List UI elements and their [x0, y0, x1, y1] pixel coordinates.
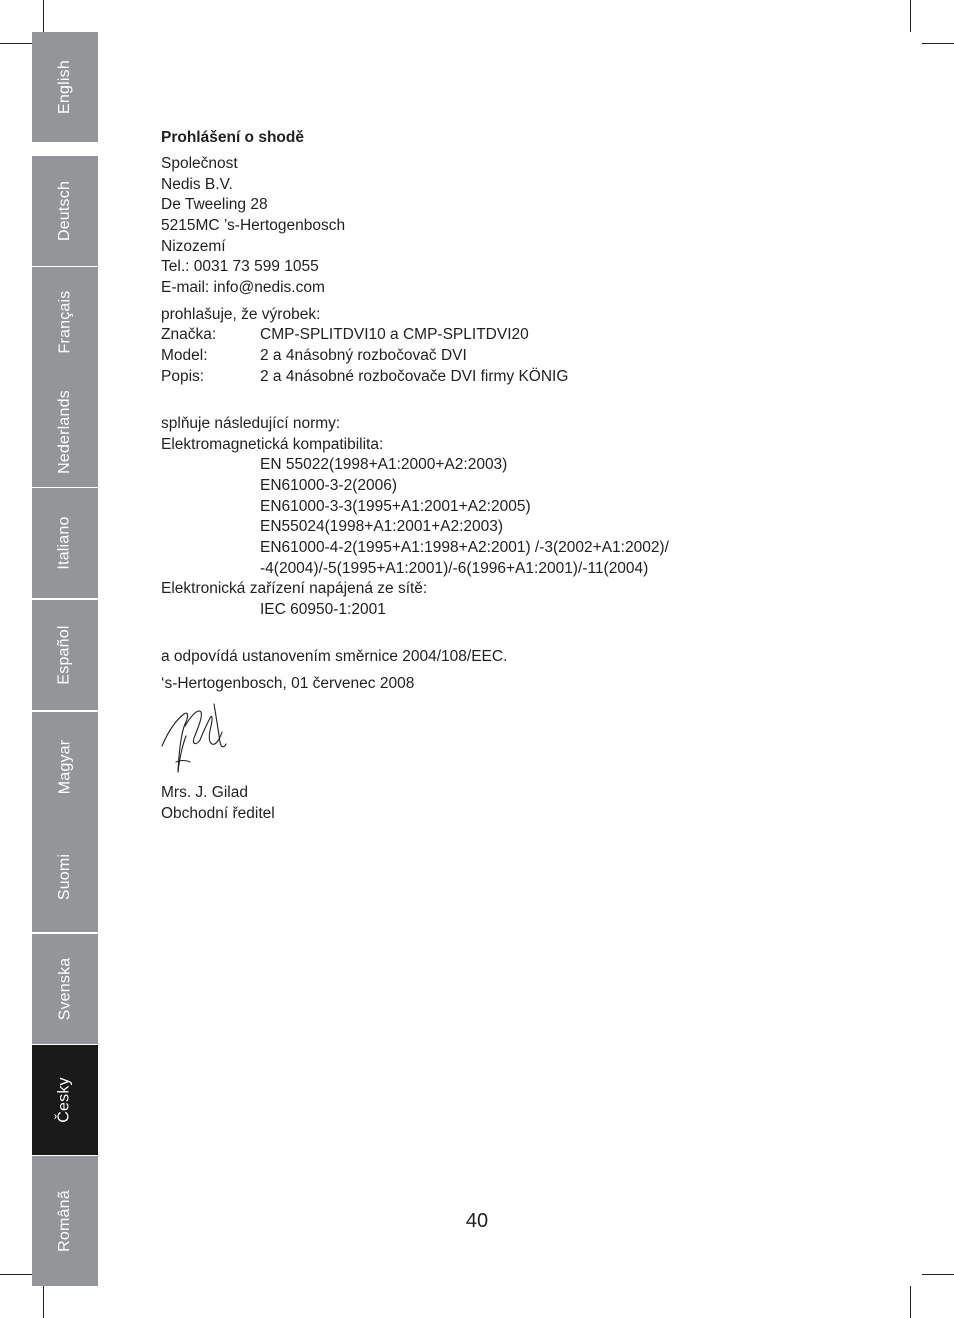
company-line: 5215MC ’s-Hertogenbosch [161, 217, 346, 234]
tab-label: Deutsch [55, 180, 73, 242]
emc-norm: EN55024(1998+A1:2001+A2:2003) [260, 518, 504, 535]
norms-intro: splňuje následující normy: [161, 415, 341, 432]
company-line: Nedis B.V. [161, 176, 233, 193]
tab-svenska[interactable] [32, 934, 98, 1044]
tab-label: Suomi [55, 853, 73, 901]
page-number: 40 [465, 1210, 489, 1232]
crop-mark [43, 0, 44, 32]
tab-label: Česky [55, 1077, 73, 1123]
tab-label: Nederlands [56, 390, 74, 474]
brand-label: Značka: [161, 326, 217, 343]
brand-value: CMP-SPLITDVI10 a CMP-SPLITDVI20 [260, 326, 529, 343]
emc-norm: EN 55022(1998+A1:2000+A2:2003) [260, 456, 508, 473]
emc-label: Elektromagnetická kompatibilita: [161, 436, 384, 453]
tab-romana[interactable] [32, 1156, 98, 1286]
crop-mark [0, 1274, 32, 1275]
description-label: Popis: [161, 368, 205, 385]
language-tabs [32, 32, 98, 1286]
crop-mark [43, 1286, 44, 1318]
emc-norm: EN61000-4-2(1995+A1:1998+A2:2001) /-3(2002+A1:2002)/ [260, 539, 669, 556]
signer-name: Mrs. J. Gilad [161, 784, 248, 801]
company-line: Nizozemí [161, 238, 226, 255]
crop-mark [0, 43, 32, 44]
tab-italiano[interactable] [32, 488, 98, 598]
model-label: Model: [161, 347, 208, 364]
signer-title: Obchodní ředitel [161, 805, 275, 822]
tab-label: Svenska [56, 957, 73, 1021]
tab-label: Español [55, 625, 73, 685]
tab-label: Românã [56, 1190, 73, 1252]
tab-magyar[interactable] [32, 712, 98, 822]
model-value: 2 a 4násobný rozbočovač DVI [260, 347, 467, 364]
tab-espanol[interactable] [32, 600, 98, 710]
crop-mark [910, 1286, 911, 1318]
tab-francais[interactable] [32, 267, 98, 377]
tab-cesky-active[interactable] [32, 1045, 98, 1155]
company-line: Společnost [161, 155, 238, 172]
crop-mark [910, 0, 911, 32]
tab-label: English [55, 60, 73, 114]
tab-suomi[interactable] [32, 822, 98, 932]
tab-label: Magyar [56, 739, 73, 795]
tab-english[interactable] [32, 32, 98, 142]
directive-statement: a odpovídá ustanovením směrnice 2004/108/EEC. [161, 648, 508, 665]
document-title: Prohlášení o shodě [161, 129, 304, 146]
company-line: E-mail: info@nedis.com [161, 279, 325, 296]
emc-norm: EN61000-3-2(2006) [260, 477, 398, 494]
emc-norm: -4(2004)/-5(1995+A1:2001)/-6(1996+A1:2001)/-11(2004) [260, 560, 649, 577]
tab-nederlands[interactable] [32, 377, 98, 487]
emc-norm: EN61000-3-3(1995+A1:2001+A2:2005) [260, 498, 531, 515]
safety-label: Elektronická zařízení napájená ze sítě: [161, 580, 428, 597]
safety-norm: IEC 60950-1:2001 [260, 601, 386, 618]
description-value: 2 a 4násobné rozbočovače DVI firmy KÖNIG [260, 368, 569, 385]
crop-mark [922, 43, 954, 44]
place-and-date: ‘s-Hertogenbosch, 01 červenec 2008 [161, 675, 415, 692]
signature-image [158, 702, 228, 776]
crop-mark [922, 1274, 954, 1275]
product-intro: prohlašuje, že výrobek: [161, 306, 321, 323]
tab-label: Français [55, 290, 73, 354]
tab-label: Italiano [55, 516, 73, 570]
company-line: Tel.: 0031 73 599 1055 [161, 258, 319, 275]
company-line: De Tweeling 28 [161, 196, 268, 213]
tab-deutsch[interactable] [32, 156, 98, 266]
